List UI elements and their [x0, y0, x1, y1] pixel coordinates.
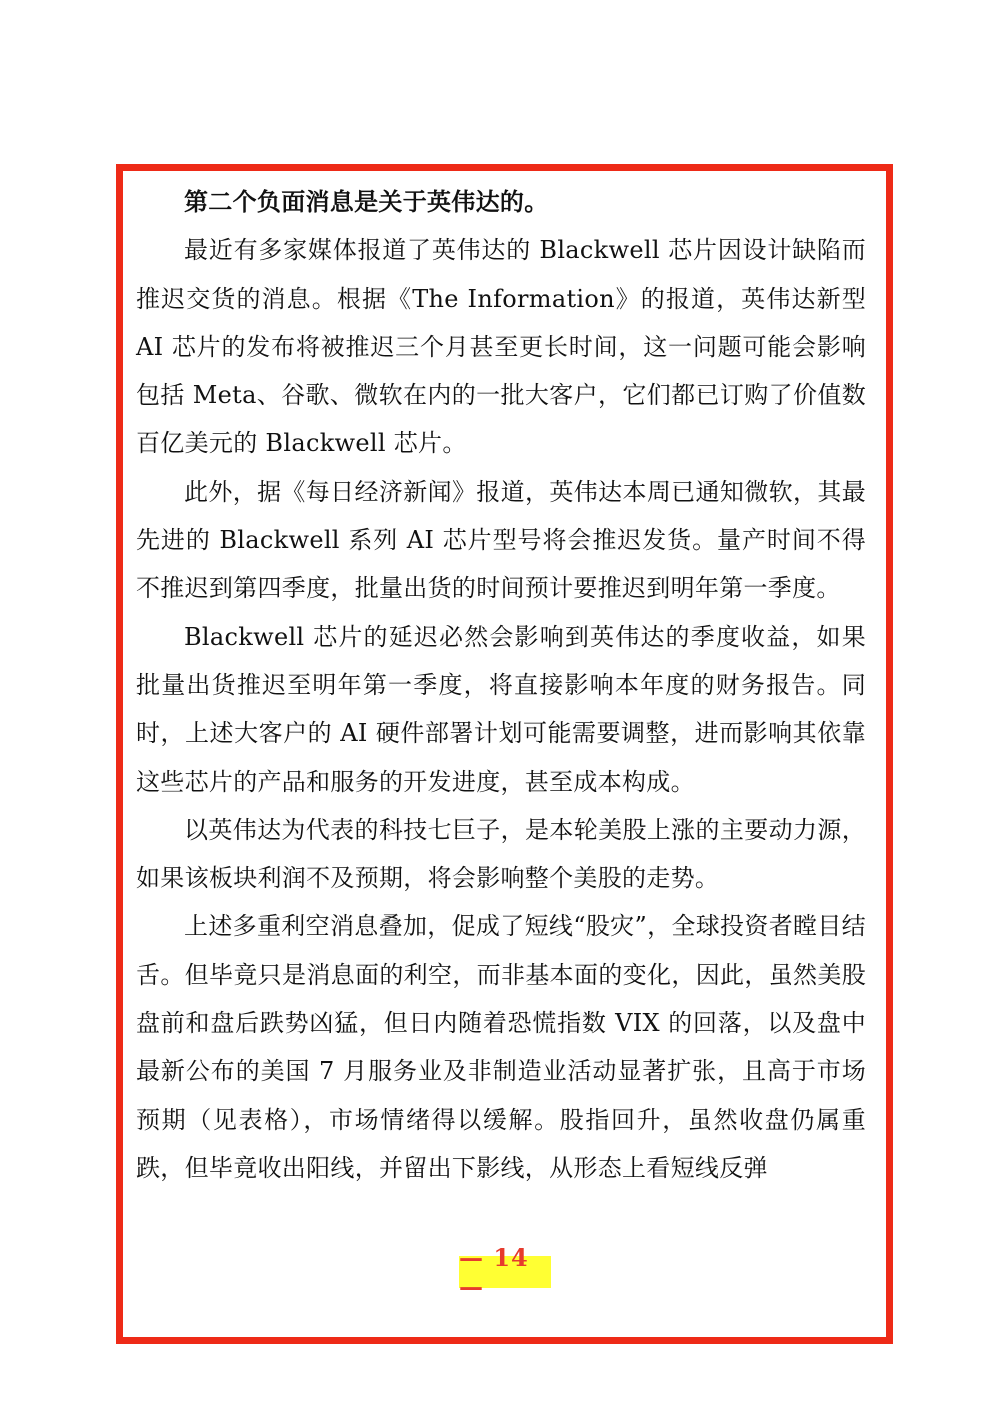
paragraph-heading: 第二个负面消息是关于英伟达的。 — [184, 187, 549, 216]
paragraph-microsoft-notice: 此外，据《每日经济新闻》报道，英伟达本周已通知微软，其最先进的 Blackwell 系列 AI 芯片型号将会推迟发货。量产时间不得不推迟到第四季度，批量出货的时间预计要推迟到明年第一季度。 — [136, 477, 866, 603]
page-number: — 14 — — [459, 1256, 551, 1288]
paragraph-market-reaction: 上述多重利空消息叠加，促成了短线“股灾”，全球投资者瞠目结舌。但毕竟只是消息面的利空，而非基本面的变化，因此，虽然美股盘前和盘后跌势凶猛，但日内随着恐慌指数 VIX 的回落，以及盘中最新公布的美国 7 月服务业及非制造业活动显著扩张，且高于市场预期（见表格），市场情绪得以缓解。股指回升，虽然收盘仍属重跌，但毕竟收出阳线，并留出下影线，从形态上看短线反弹 — [136, 912, 866, 1182]
document-body — [136, 178, 866, 1192]
paragraph-blackwell-delay: 最近有多家媒体报道了英伟达的 Blackwell 芯片因设计缺陷而推迟交货的消息。根据《The Information》的报道，英伟达新型 AI 芯片的发布将被推迟三个月甚至更长时间，这一问题可能会影响包括 Meta、谷歌、微软在内的一批大客户，它们都已订购了价值数百亿美元的 Blackwell 芯片。 — [136, 236, 866, 458]
paragraph-tech-giants: 以英伟达为代表的科技七巨子，是本轮美股上涨的主要动力源，如果该板块利润不及预期，将会影响整个美股的走势。 — [136, 815, 866, 893]
paragraph-earnings-impact: Blackwell 芯片的延迟必然会影响到英伟达的季度收益，如果批量出货推迟至明年第一季度，将直接影响本年度的财务报告。同时，上述大客户的 AI 硬件部署计划可能需要调整，进而影响其依靠这些芯片的产品和服务的开发进度，甚至成本构成。 — [136, 622, 866, 796]
